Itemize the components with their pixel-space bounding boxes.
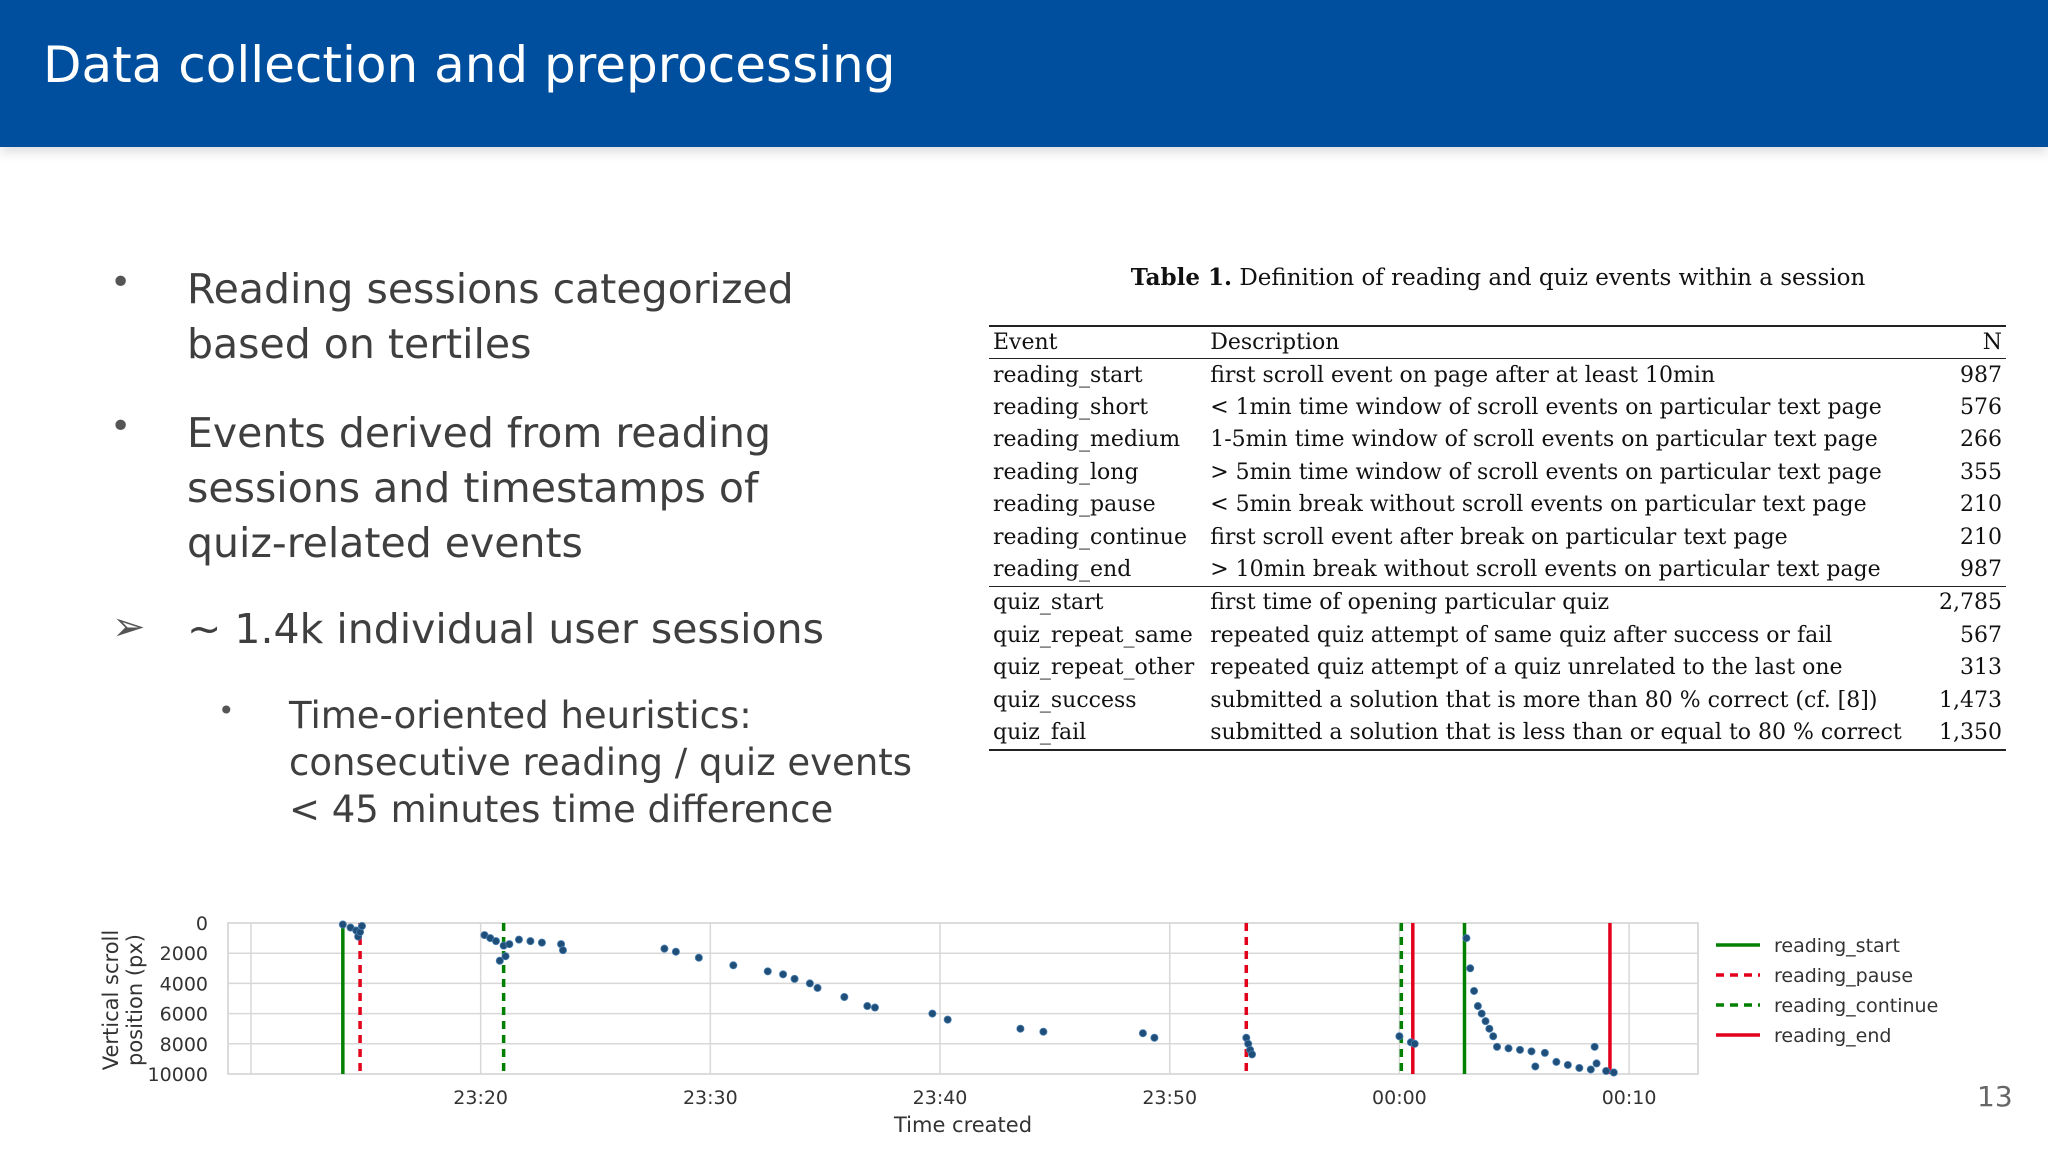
data-point xyxy=(538,939,545,946)
event-description-cell: repeated quiz attempt of same quiz after success or fail xyxy=(1210,622,1833,648)
data-point xyxy=(791,975,798,982)
event-count-cell: 2,785 xyxy=(1939,590,2002,616)
scroll-position-chart xyxy=(80,890,1980,1145)
chart-legend xyxy=(1716,935,1938,1047)
event-description-cell: submitted a solution that is more than 80 % correct (cf. [8]) xyxy=(1210,687,1878,713)
table-row xyxy=(989,521,2006,553)
data-point xyxy=(814,984,821,991)
event-count-cell: 210 xyxy=(1960,492,2002,518)
data-point xyxy=(661,945,668,952)
bullet-text xyxy=(187,406,771,571)
data-point xyxy=(1528,1048,1535,1055)
data-point xyxy=(1576,1064,1583,1071)
y-axis-label-line-2: position (px) xyxy=(123,934,147,1066)
x-tick-label: 23:20 xyxy=(453,1087,509,1109)
event-count-cell: 210 xyxy=(1960,524,2002,550)
slide-title: Data collection and preprocessing xyxy=(43,36,896,94)
event-name-cell: quiz_start xyxy=(993,590,1104,616)
y-tick-label: 0 xyxy=(195,913,208,935)
bullet-line: sessions and timestamps of xyxy=(187,464,759,512)
data-point xyxy=(515,936,522,943)
x-tick-label: 23:50 xyxy=(1142,1087,1198,1109)
column-header-n: N xyxy=(1982,330,2002,355)
event-name-cell: quiz_success xyxy=(993,687,1137,713)
bullet-list xyxy=(0,0,960,860)
event-count-cell: 266 xyxy=(1960,427,2002,453)
event-description-cell: first scroll event on page after at least 10min xyxy=(1210,362,1716,388)
data-point xyxy=(1396,1033,1403,1040)
y-axis-label-line-1: Vertical scroll xyxy=(99,929,123,1071)
bullet-text xyxy=(187,602,824,657)
events-table xyxy=(989,325,2006,751)
table-header-row xyxy=(989,326,2006,359)
bullet-line: consecutive reading / quiz events xyxy=(289,741,913,784)
event-name-cell: quiz_fail xyxy=(993,719,1087,745)
event-name-cell: reading_pause xyxy=(993,492,1156,518)
data-point xyxy=(559,947,566,954)
data-point xyxy=(806,980,813,987)
data-point xyxy=(929,1010,936,1017)
x-tick-label: 23:30 xyxy=(682,1087,738,1109)
event-description-cell: first scroll event after break on particular text page xyxy=(1210,524,1788,550)
bullet-line: Events derived from reading xyxy=(187,409,772,457)
y-tick-label: 10000 xyxy=(147,1064,208,1086)
event-name-cell: reading_end xyxy=(993,557,1132,583)
data-point xyxy=(672,948,679,955)
event-name-cell: quiz_repeat_other xyxy=(993,655,1195,681)
data-point xyxy=(1151,1034,1158,1041)
y-tick-label: 8000 xyxy=(159,1033,208,1056)
event-count-cell: 576 xyxy=(1960,395,2002,421)
event-count-cell: 567 xyxy=(1960,622,2002,648)
data-point xyxy=(1040,1028,1047,1035)
event-count-cell: 313 xyxy=(1960,655,2002,681)
data-point xyxy=(358,922,365,929)
bullet-line: Time-oriented heuristics: xyxy=(289,694,752,737)
event-name-cell: reading_start xyxy=(993,362,1143,388)
data-point xyxy=(506,941,513,948)
data-point xyxy=(1248,1051,1255,1058)
event-description-cell: > 5min time window of scroll events on particular text page xyxy=(1210,459,1882,485)
data-point xyxy=(1463,935,1470,942)
legend-label: reading_start xyxy=(1774,935,1900,957)
column-header-description: Description xyxy=(1210,330,1340,355)
legend-label: reading_end xyxy=(1774,1025,1892,1047)
event-count-cell: 1,350 xyxy=(1939,719,2002,745)
table-caption-text: Definition of reading and quiz events within a session xyxy=(1232,265,1866,291)
bullet-line: quiz-related events xyxy=(187,519,583,567)
legend-label: reading_pause xyxy=(1774,965,1914,987)
bullet-line: Reading sessions categorized xyxy=(187,265,794,313)
y-axis-ticks xyxy=(148,913,208,1086)
data-point xyxy=(1587,1066,1594,1073)
data-point xyxy=(695,954,702,961)
table-row xyxy=(989,489,2006,521)
event-name-cell: quiz_repeat_same xyxy=(993,622,1193,648)
column-header-event: Event xyxy=(993,330,1058,355)
event-count-cell: 987 xyxy=(1960,362,2002,388)
data-point xyxy=(1541,1049,1548,1056)
arrow-bullet-marker: ➢ xyxy=(112,604,146,650)
table-row xyxy=(989,553,2006,586)
event-name-cell: reading_short xyxy=(993,395,1149,421)
data-point xyxy=(1490,1033,1497,1040)
data-point xyxy=(502,953,509,960)
bullet-line: ~ 1.4k individual user sessions xyxy=(187,605,824,653)
bullet-text xyxy=(187,262,794,372)
event-description-cell: > 10min break without scroll events on particular text page xyxy=(1210,557,1881,583)
data-point xyxy=(1610,1069,1617,1076)
bullet-marker: • xyxy=(110,262,132,303)
data-point xyxy=(492,938,499,945)
data-point xyxy=(841,993,848,1000)
data-point xyxy=(871,1004,878,1011)
data-point xyxy=(1139,1030,1146,1037)
table-row xyxy=(989,359,2006,392)
event-count-cell: 1,473 xyxy=(1939,687,2002,713)
data-point xyxy=(1553,1058,1560,1065)
table-row xyxy=(989,716,2006,749)
data-point xyxy=(779,971,786,978)
table-row xyxy=(989,456,2006,488)
data-point xyxy=(864,1002,871,1009)
event-description-cell: submitted a solution that is less than or equal to 80 % correct xyxy=(1210,719,1902,745)
event-name-cell: reading_medium xyxy=(993,427,1181,453)
data-point xyxy=(1478,1010,1485,1017)
data-point xyxy=(1516,1046,1523,1053)
x-tick-label: 00:10 xyxy=(1601,1087,1657,1109)
sub-bullet-text xyxy=(289,692,912,833)
bullet-line: < 45 minutes time difference xyxy=(289,788,834,831)
event-description-cell: 1-5min time window of scroll events on particular text page xyxy=(1210,427,1878,453)
data-point xyxy=(1564,1061,1571,1068)
data-point xyxy=(730,962,737,969)
event-description-cell: repeated quiz attempt of a quiz unrelated to the last one xyxy=(1210,655,1843,681)
table-row xyxy=(989,391,2006,423)
table-row xyxy=(989,424,2006,456)
data-point xyxy=(1474,1002,1481,1009)
table-body xyxy=(989,359,2006,750)
page-number: 13 xyxy=(1977,1080,2013,1113)
bullet-line: based on tertiles xyxy=(187,320,532,368)
y-tick-label: 6000 xyxy=(159,1003,208,1026)
y-tick-label: 4000 xyxy=(159,973,208,996)
data-point xyxy=(1411,1040,1418,1047)
table-row xyxy=(989,586,2006,619)
data-point xyxy=(764,968,771,975)
x-axis-label: Time created xyxy=(893,1113,1033,1137)
y-tick-label: 2000 xyxy=(159,943,208,966)
data-point xyxy=(1505,1045,1512,1052)
data-point xyxy=(1603,1067,1610,1074)
data-point xyxy=(1593,1060,1600,1067)
event-count-cell: 987 xyxy=(1960,557,2002,583)
x-axis-ticks xyxy=(453,1087,1656,1109)
data-point xyxy=(527,938,534,945)
data-point xyxy=(1493,1043,1500,1050)
table-row xyxy=(989,619,2006,651)
data-point xyxy=(1532,1063,1539,1070)
plot-grid xyxy=(228,923,1698,1074)
data-point xyxy=(1486,1025,1493,1032)
plot-area xyxy=(228,923,1698,1074)
event-description-cell: first time of opening particular quiz xyxy=(1210,590,1610,616)
bullet-marker: • xyxy=(110,406,132,447)
legend-label: reading_continue xyxy=(1774,995,1939,1017)
event-count-cell: 355 xyxy=(1960,459,2002,485)
event-name-cell: reading_continue xyxy=(993,524,1187,550)
table-row xyxy=(989,684,2006,716)
table-row xyxy=(989,652,2006,684)
x-tick-label: 23:40 xyxy=(912,1087,968,1109)
x-tick-label: 00:00 xyxy=(1372,1087,1427,1109)
data-point xyxy=(1482,1018,1489,1025)
event-description-cell: < 5min break without scroll events on particular text page xyxy=(1210,492,1867,518)
data-point xyxy=(1467,965,1474,972)
sub-bullet-marker: • xyxy=(218,694,235,727)
table-caption xyxy=(990,264,2006,291)
table-caption-label: Table 1. xyxy=(1130,264,1233,291)
data-point xyxy=(339,921,346,928)
data-point xyxy=(1470,987,1477,994)
data-point xyxy=(944,1016,951,1023)
data-point xyxy=(1591,1043,1598,1050)
event-description-cell: < 1min time window of scroll events on particular text page xyxy=(1210,395,1882,421)
event-name-cell: reading_long xyxy=(993,459,1139,485)
data-point xyxy=(1017,1025,1024,1032)
